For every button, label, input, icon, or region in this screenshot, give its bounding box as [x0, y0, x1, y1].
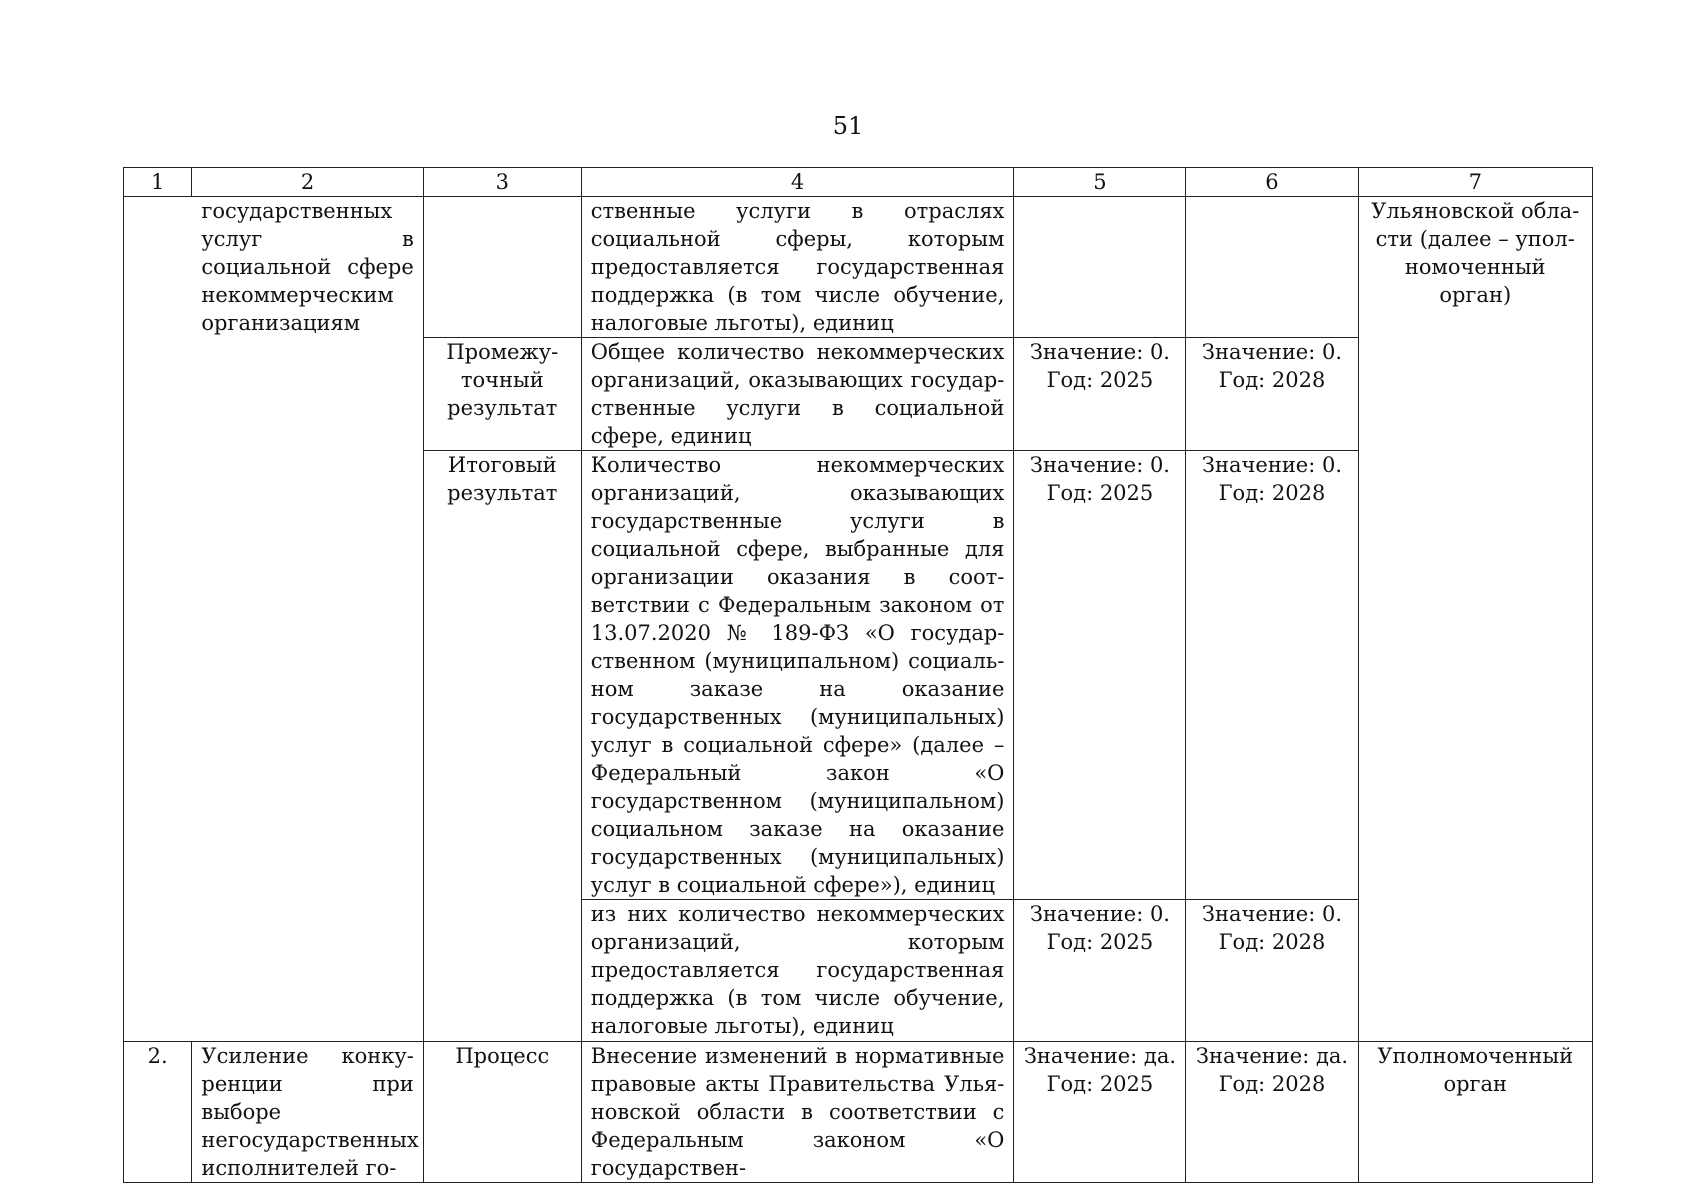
header-row: [124, 168, 1593, 197]
indicator-cell: ственные услуги в отраслях социальной сферы, которым предоставляется государственная поддержка (в том числе обучение, налоговые льготы), единиц: [581, 197, 1014, 338]
indicator-cell: Внесение изменений в нормативные правовые акты Правительства Ульяновской области в соответствии с Федеральным законом «О государствен-: [581, 1042, 1014, 1183]
column-header: 2: [192, 168, 423, 197]
column-header: 6: [1186, 168, 1358, 197]
indicator-cell: Общее количество некоммерческих организаций, оказывающих государственные услуги в социальной сфере, единиц: [581, 338, 1014, 451]
target-value-cell: Значение: да. Год: 2028: [1186, 1042, 1358, 1183]
base-value-cell: Значение: 0. Год: 2025: [1014, 900, 1186, 1042]
result-type-cell: Процесс: [423, 1042, 581, 1183]
indicator-cell: Количество некоммерческих организаций, оказывающих государственные услуги в социальной сфере, выбранные для организации оказания в соответствии с Федеральным законом от 13.07.2020 № 189-ФЗ «О государственном (муниципальном) социальном заказе на оказание государственных (муниципальных) услуг в социальной сфере» (далее – Федеральный закон «О государственном (муниципальном) социальном заказе на оказание государственных (муниципальных) услуг в социальной сфере»), единиц: [581, 451, 1014, 900]
base-value-cell: Значение: 0. Год: 2025: [1014, 338, 1186, 451]
column-header: 7: [1358, 168, 1593, 197]
row-number-cell: 2.: [124, 1042, 192, 1183]
result-type-cell: Промежуточный результат: [423, 338, 581, 451]
indicators-table: [123, 167, 1593, 1183]
target-value-cell: Значение: 0. Год: 2028: [1186, 338, 1358, 451]
base-value-cell: Значение: 0. Год: 2025: [1014, 451, 1186, 900]
column-header: 1: [124, 168, 192, 197]
table-row: [124, 197, 1593, 338]
responsible-cell: Уполномоченный орган: [1358, 1042, 1593, 1183]
target-value-cell: [1186, 197, 1358, 338]
column-header: 4: [581, 168, 1014, 197]
task-cell: Усиление конкуренции при выборе негосударственных исполнителей го-: [192, 1042, 423, 1183]
page-number: 51: [832, 112, 864, 140]
responsible-cell: Ульяновской области (далее – уполномоченный орган): [1358, 197, 1593, 1042]
result-type-cell: Итоговый результат: [423, 451, 581, 1042]
result-type-cell: [423, 197, 581, 338]
row-number-cell: [124, 197, 192, 1042]
base-value-cell: [1014, 197, 1186, 338]
column-header: 3: [423, 168, 581, 197]
indicator-cell: из них количество некоммерческих организаций, которым предоставляется государственная поддержка (в том числе обучение, налоговые льготы), единиц: [581, 900, 1014, 1042]
target-value-cell: Значение: 0. Год: 2028: [1186, 900, 1358, 1042]
task-cell: государственных услуг в социальной сфере некоммерческим организациям: [192, 197, 423, 1042]
table-row: [124, 1042, 1593, 1183]
target-value-cell: Значение: 0. Год: 2028: [1186, 451, 1358, 900]
base-value-cell: Значение: да. Год: 2025: [1014, 1042, 1186, 1183]
column-header: 5: [1014, 168, 1186, 197]
